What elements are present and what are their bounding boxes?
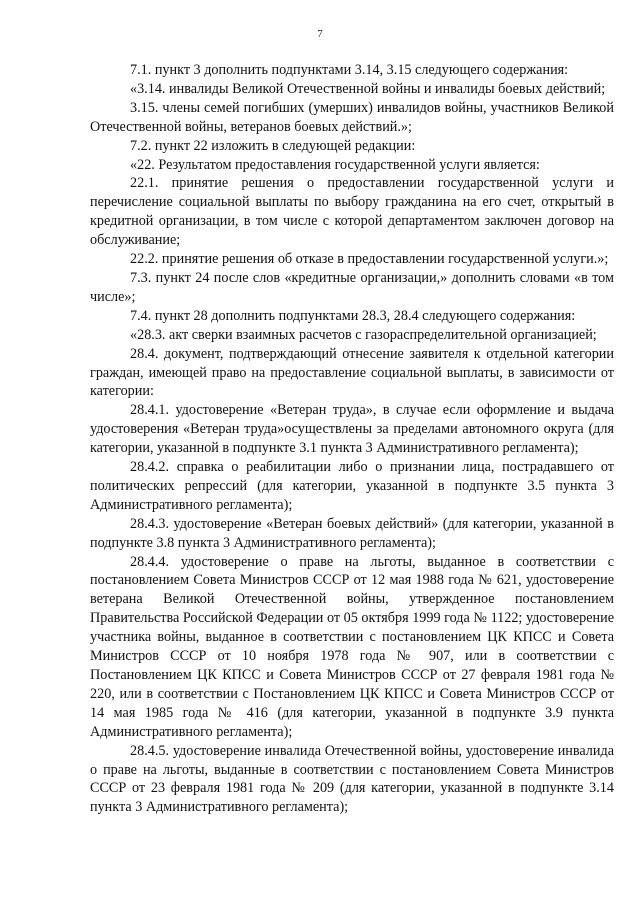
page-number: 7 bbox=[317, 28, 323, 40]
paragraph: 7.3. пункт 24 после слов «кредитные организации,» дополнить словами «в том числе»; bbox=[90, 269, 614, 305]
paragraph: 28.4.2. справка о реабилитации либо о признании лица, пострадавшего от политических репрессий (для категории, указанной в подпункте 3.5 пункта 3 Административного регламента); bbox=[90, 459, 614, 513]
paragraph: 7.2. пункт 22 изложить в следующей редакции: bbox=[130, 137, 416, 154]
paragraph: «22. Результатом предоставления государственной услуги является: bbox=[130, 156, 540, 173]
document-body bbox=[90, 61, 614, 817]
paragraph: 28.4.1. удостоверение «Ветеран труда», в случае если оформление и выдача удостоверения «Ветеран труда»осуществлены за пределами автономного округа (для категории, указанной в подпункте 3.1 пункта 3 Административного регламента); bbox=[90, 402, 614, 457]
paragraph: 28.4.4. удостоверение о праве на льготы, выданное в соответствии с постановлением Совета Министров СССР от 12 мая 1988 года № 621, удостоверение ветерана Великой Отечественной войны, утвержденное постановлением Правительства Российской Федерации от 05 октября 1999 года № 1122; удостоверение участника войны, выданное в соответствии с постановлением ЦК КПСС и Совета Министров СССР от 10 ноября 1978 года № 907, или в соответствии с Постановлением ЦК КПСС и Совета Министров СССР от 27 февраля 1981 года № 220, или в соответствии с Постановлением ЦК КПСС и Совета Министров СССР от 14 мая 1985 года № 416 (для категории, указанной в подпункте 3.9 пункта Административного регламента); bbox=[90, 553, 614, 740]
paragraph: «3.14. инвалиды Великой Отечественной войны и инвалиды боевых действий; bbox=[130, 80, 606, 97]
paragraph: 7.4. пункт 28 дополнить подпунктами 28.3, 28.4 следующего содержания: bbox=[130, 307, 576, 324]
paragraph: 28.4.5. удостоверение инвалида Отечественной войны, удостоверение инвалида о праве на льготы, выданные в соответствии с постановлением Совета Министров СССР от 23 февраля 1981 года № 209 (для категории, указанной в подпункте 3.14 пункта 3 Административного регламента); bbox=[90, 742, 614, 816]
paragraph: 7.1. пункт 3 дополнить подпунктами 3.14, 3.15 следующего содержания: bbox=[130, 62, 569, 78]
paragraph: 3.15. члены семей погибших (умерших) инвалидов войны, участников Великой Отечественной войны, ветеранов боевых действий.»; bbox=[90, 99, 614, 135]
paragraph: «28.3. акт сверки взаимных расчетов с газораспределительной организацией; bbox=[130, 326, 597, 343]
paragraph: 28.4. документ, подтверждающий отнесение заявителя к отдельной категории граждан, имеющей право на предоставление социальной выплаты, в зависимости от категории: bbox=[90, 345, 614, 400]
paragraph: 22.2. принятие решения об отказе в предоставлении государственной услуги.»; bbox=[130, 251, 609, 268]
paragraph: 22.1. принятие решения о предоставлении государственной услуги и перечисление социальной выплаты по выбору гражданина на его счет, открытый в кредитной организации, в том числе с которой департаментом заключен договор на обслуживание; bbox=[90, 175, 614, 249]
paragraph: 28.4.3. удостоверение «Ветеран боевых действий» (для категории, указанной в подпункте 3.8 пункта 3 Административного регламента); bbox=[90, 515, 614, 551]
